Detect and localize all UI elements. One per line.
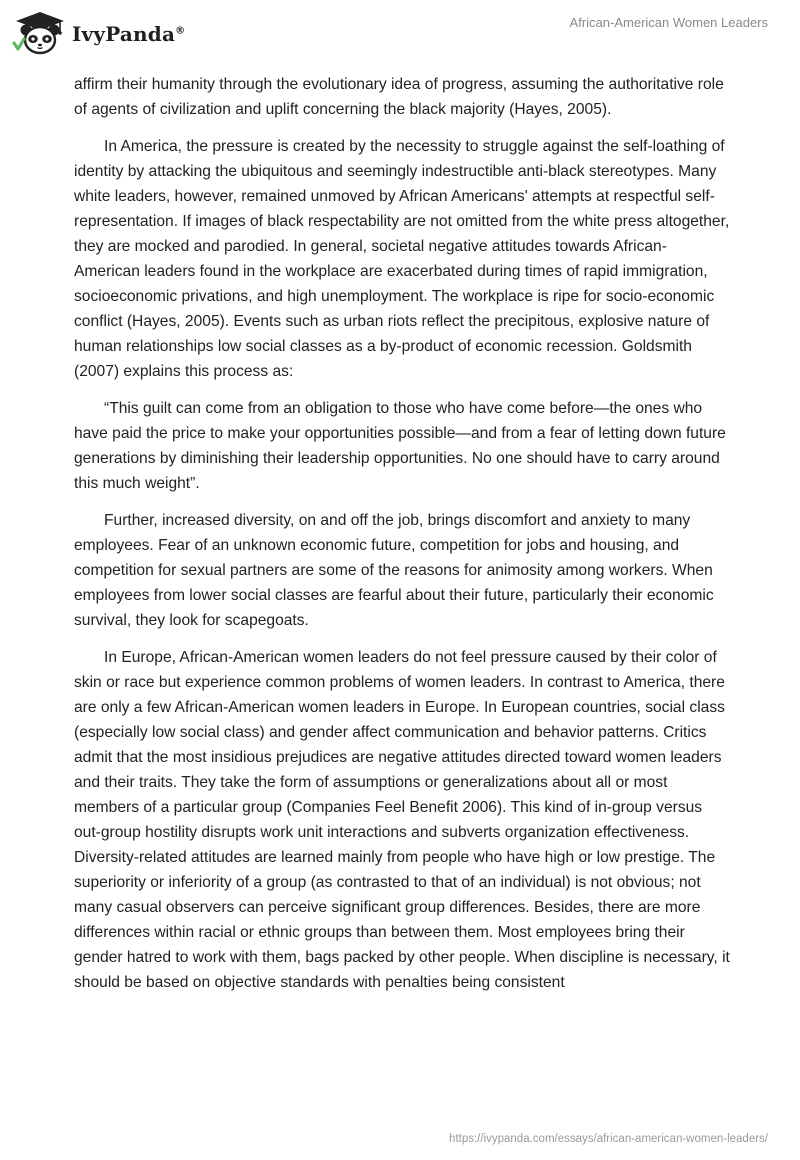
source-url[interactable]: https://ivypanda.com/essays/african-american-women-leaders/	[449, 1133, 768, 1145]
registered-mark: ®	[175, 25, 186, 37]
essay-paragraph: In America, the pressure is created by the necessity to struggle against the self-loathing of identity by attacking the ubiquitous and seemingly indestructible anti-black stereotypes. Many white leaders, however, remained unmoved by African Americans' attempts at respectful self-representation. If images of black respectability are not omitted from the white press altogether, they are mocked and parodied. In general, societal negative attitudes towards African-American leaders found in the workplace are exacerbated during times of rapid immigration, socioeconomic privations, and high unemployment. The workplace is ripe for socio-economic conflict (Hayes, 2005). Events such as urban riots reflect the precipitous, explosive nature of human relationships low social classes as a by-product of economic recession. Goldsmith (2007) explains this process as:	[74, 138, 730, 380]
ivypanda-logo[interactable]	[12, 10, 185, 56]
panda-logo-icon	[12, 10, 68, 56]
essay-paragraph: Further, increased diversity, on and off the job, brings discomfort and anxiety to many employees. Fear of an unknown economic future, competition for jobs and housing, and competition for sexual partners are some of the reasons for animosity among workers. When employees from lower social classes are fearful about their future, particularly their economic survival, they look for scapegoats.	[74, 512, 714, 629]
page-header	[0, 0, 800, 64]
brand-name: IvyPanda®	[72, 22, 186, 46]
document-title: African-American Women Leaders	[569, 15, 768, 30]
essay-paragraph: affirm their humanity through the evolutionary idea of progress, assuming the authoritative role of agents of civilization and uplift concerning the black majority (Hayes, 2005).	[74, 76, 724, 118]
essay-body	[74, 72, 730, 1007]
essay-paragraph: In Europe, African-American women leaders do not feel pressure caused by their color of skin or race but experience common problems of women leaders. In contrast to America, there are only a few African-American women leaders in Europe. In European countries, social class (especially low social class) and gender affect communication and behavior patterns. Critics admit that the most insidious prejudices are negative attitudes directed toward women leaders and their traits. They take the form of assumptions or generalizations about all or most members of a particular group (Companies Feel Benefit 2006). This kind of in-group versus out-group hostility disrupts work unit interactions and subverts organization effectiveness. Diversity-related attitudes are learned mainly from people who have high or low prestige. The superiority or inferiority of a group (as contrasted to that of an individual) is not obvious; not many casual observers can perceive significant group differences. Besides, there are more differences within racial or ethnic groups than between them. Most employees bring their gender hatred to work with them, bags packed by other people. When discipline is necessary, it should be based on objective standards with penalties being consistent	[74, 649, 730, 991]
essay-quote-paragraph: “This guilt can come from an obligation to those who have come before—the ones who have paid the price to make your opportunities possible—and from a fear of letting down future generations by diminishing their leadership opportunities. No one should have to carry around this much weight”.	[74, 400, 726, 492]
